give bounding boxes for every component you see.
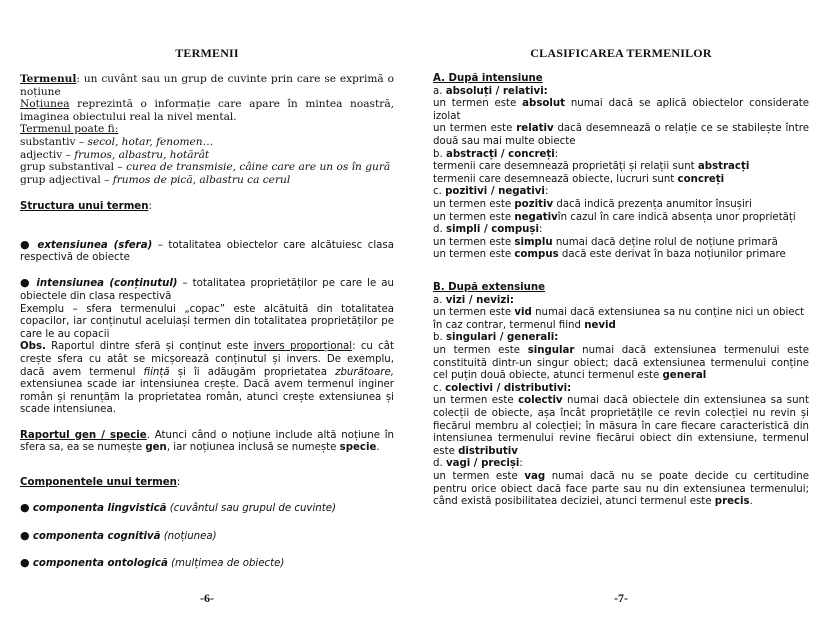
intensiunea-label: intensiunea (conținutul): [36, 278, 178, 290]
bullet-icon: ●: [20, 528, 30, 542]
componentele-section: Componentele unui termen: ● componenta lingvistică (cuvântul sau grupul de cuvinte) ● componenta cognitivă (noțiunea) ● componenta ontologică (mulțimea de obiecte): [20, 477, 394, 571]
type-line: adjectiv – frumos, albastru, hotărât: [20, 148, 210, 161]
bullet-icon: ●: [20, 501, 30, 515]
left-page-title: TERMENII: [175, 46, 239, 60]
structura-section: Structura unui termen: ● extensiunea (sfera) – totalitatea obiectelor care alcătuiesc clasa respectivă de obiecte ● intensiunea (conținutul) – totalitatea proprietăților pe care le au obiectele din clasa respectivă Exemplu – sfera termenului „copac” este alcătuită din totalitatea copacilor, iar conținutul aceluiași termen din totalitatea proprietăților pe care le au copacii Obs. Raportul dintre sferă și conținut este invers proporțional: cu cât crește sfera cu atât se micșorează conținutul și invers. De exemplu, dacă avem termenul ființă și îi adăugăm proprietatea zburătoare, extensiunea scade iar intensiunea crește. Dacă avem termenul inginer român și renunțăm la proprietatea român, atunci crește extensiunea și scade intensiunea. Raportul gen / specie. Atunci când o noțiune include altă noțiune în sfera sa, ea se numește gen, iar noțiunea inclusă se numește specie.: [20, 201, 394, 454]
extensiunea-text: – totalitatea obiectelor care alcătuiesc clasa respectivă de obiecte: [20, 239, 394, 264]
page-number: -6-: [200, 591, 214, 605]
bullet-icon: ●: [20, 237, 32, 251]
bullet-icon: ●: [20, 556, 30, 570]
notiune-label: Noțiunea: [20, 98, 70, 111]
termen-definition: : un cuvânt sau un grup de cuvinte prin care se exprimă o noțiune: [20, 73, 394, 98]
termen-label: Termenul: [20, 73, 77, 85]
exemplu-paragraph: Exemplu – sfera termenului „copac” este alcătuită din totalitatea copacilor, iar conținutul aceluiași termen din totalitatea proprietăților pe care le au copacii: [20, 303, 394, 340]
left-page: [20, 0, 394, 640]
right-page: [433, 0, 809, 640]
obs-paragraph: Obs. Raportul dintre sferă și conținut este invers proporțional: cu cât crește sfera cu atât se micșorează conținutul și invers. De exemplu, dacă avem termenul ființă și îi adăugăm proprietatea zburătoare, extensiunea scade iar intensiunea crește. Dacă avem termenul inginer român și renunțăm la proprietatea român, atunci crește extensiunea și scade intensiunea.: [20, 341, 394, 416]
type-line: grup adjectival – frumos de pică, albastru ca cerul: [20, 173, 291, 186]
notiune-definition: reprezintă o informație care apare în mintea noastră, imaginea obiectului real la nivel mental.: [20, 98, 394, 123]
section-a-heading: A. După intensiune: [433, 73, 543, 84]
raportul-paragraph: Raportul gen / specie. Atunci când o noțiune include altă noțiune în sfera sa, ea se numește gen, iar noțiunea inclusă se numește specie.: [20, 429, 394, 454]
bullet-icon: ●: [20, 276, 32, 290]
component-item: ● componenta lingvistică (cuvântul sau grupul de cuvinte): [20, 501, 336, 515]
component-item: ● componenta ontologică (mulțimea de obiecte): [20, 556, 285, 570]
section-b: B. După extensiune a. vizi / nevizi: un termen este vid numai dacă extensiunea sa nu conține nici un obiect în caz contrar, termenul fiind nevid b. singulari / generali: un termen este singular numai dacă extensiunea termenului este constituită dintr-un singur obiect; dacă extensiunea termenului conține cel puțin două obiecte, atunci termenul este general c. colectivi / distributivi: un termen este colectiv numai dacă obiectele din extensiunea sa sunt colecții de obiecte, așa încât proprietățile ce revin colecției nu revin și fiecărui membru al colecției; în măsura în care fiecare caracteristică din intensiunea termenului revine fiecărui obiect din extensiune, termenul este distributiv d. vagi / preciși: un termen este vag numai dacă nu se poate decide cu certitudine pentru orice obiect dacă face parte sau nu din extensiunea termenului; când există posibilitatea deciziei, atunci termenul este precis.: [433, 282, 810, 508]
type-line: substantiv – secol, hotar, fenomen…: [20, 135, 214, 148]
section-a: A. După intensiune a. absoluți / relativi: un termen este absolut numai dacă se aplică obiectelor considerate izolat un termen este relativ dacă desemnează o relație ce se stabilește între două sau mai multe obiecte b. abstracți / concreți: termenii care desemnează proprietăți și relații sunt abstracți termenii care desemnează obiecte, lucruri sunt concreți c. pozitivi / negativi: un termen este pozitiv dacă indică prezența anumitor însușiri un termen este negativîn cazul în care indică absența unor proprietăți d. simpli / compuși: un termen este simplu numai dacă deține rolul de noțiune primară un termen este compus dacă este derivat în baza noțiunilor primare: [433, 73, 809, 261]
termen-poate-label: Termenul poate fi:: [20, 123, 119, 136]
section-b-heading: B. După extensiune: [433, 282, 546, 293]
extensiunea-label: extensiunea (sfera): [37, 239, 153, 251]
right-page-title: CLASIFICAREA TERMENILOR: [530, 46, 712, 60]
intensiunea-text: – totalitatea proprietăților pe care le au obiectele din clasa respectivă: [20, 278, 394, 302]
component-item: ● componenta cognitivă (noțiunea): [20, 528, 217, 542]
page-number: -7-: [614, 591, 628, 605]
componentele-heading: Componentele unui termen: [20, 477, 177, 488]
left-definitions: [20, 73, 394, 186]
type-line: grup substantival – curea de transmisie, câine care are un os în gură: [20, 161, 391, 174]
structura-heading: Structura unui termen: [20, 201, 149, 212]
